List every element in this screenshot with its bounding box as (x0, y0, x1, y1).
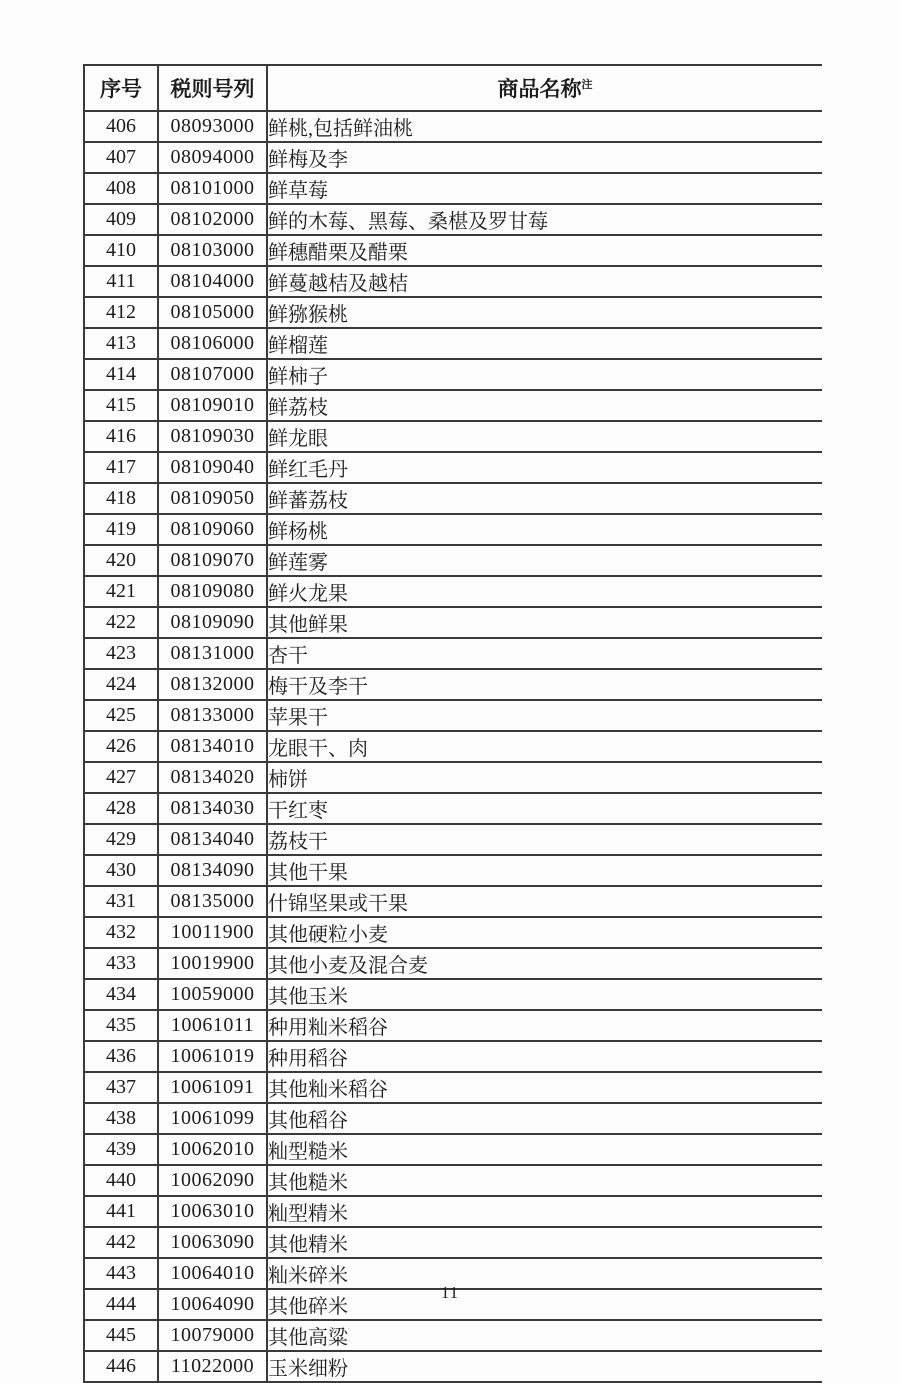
table-row (84, 1196, 822, 1227)
cell-serial: 429 (84, 824, 158, 855)
table-row (84, 669, 822, 700)
cell-product-name: 鲜杨桃 (267, 514, 822, 545)
cell-tariff-code: 10061099 (158, 1103, 267, 1134)
cell-product-name: 其他鲜果 (267, 607, 822, 638)
cell-product-name: 鲜穗醋栗及醋栗 (267, 235, 822, 266)
cell-tariff-code: 10061011 (158, 1010, 267, 1041)
cell-product-name: 鲜蔓越桔及越桔 (267, 266, 822, 297)
cell-tariff-code: 08093000 (158, 111, 267, 142)
table-row (84, 700, 822, 731)
table-row (84, 793, 822, 824)
table-row (84, 731, 822, 762)
cell-tariff-code: 08134010 (158, 731, 267, 762)
cell-product-name: 干红枣 (267, 793, 822, 824)
cell-serial: 428 (84, 793, 158, 824)
cell-tariff-code: 11022000 (158, 1351, 267, 1382)
cell-tariff-code: 08109080 (158, 576, 267, 607)
table-header-row (84, 65, 822, 111)
cell-product-name: 其他玉米 (267, 979, 822, 1010)
cell-tariff-code: 10063090 (158, 1227, 267, 1258)
cell-product-name: 鲜榴莲 (267, 328, 822, 359)
cell-product-name: 其他小麦及混合麦 (267, 948, 822, 979)
cell-tariff-code: 10059000 (158, 979, 267, 1010)
cell-tariff-code: 10011900 (158, 917, 267, 948)
table-row (84, 111, 822, 142)
cell-product-name: 种用稻谷 (267, 1041, 822, 1072)
cell-product-name: 鲜的木莓、黑莓、桑椹及罗甘莓 (267, 204, 822, 235)
table-row (84, 173, 822, 204)
cell-tariff-code: 08109010 (158, 390, 267, 421)
cell-serial: 437 (84, 1072, 158, 1103)
table-row (84, 235, 822, 266)
cell-tariff-code: 10079000 (158, 1320, 267, 1351)
cell-product-name: 鲜荔枝 (267, 390, 822, 421)
cell-tariff-code: 08102000 (158, 204, 267, 235)
cell-tariff-code: 08134030 (158, 793, 267, 824)
cell-tariff-code: 10064010 (158, 1258, 267, 1289)
table-row (84, 1320, 822, 1351)
cell-tariff-code: 08103000 (158, 235, 267, 266)
cell-product-name: 梅干及李干 (267, 669, 822, 700)
cell-tariff-code: 08107000 (158, 359, 267, 390)
table-row (84, 824, 822, 855)
cell-product-name: 鲜桃,包括鲜油桃 (267, 111, 822, 142)
page-number: 11 (440, 1283, 460, 1302)
cell-tariff-code: 08133000 (158, 700, 267, 731)
cell-product-name: 什锦坚果或干果 (267, 886, 822, 917)
cell-serial: 415 (84, 390, 158, 421)
cell-serial: 408 (84, 173, 158, 204)
table-row (84, 545, 822, 576)
table-row (84, 421, 822, 452)
cell-serial: 434 (84, 979, 158, 1010)
cell-product-name: 柿饼 (267, 762, 822, 793)
cell-product-name: 其他硬粒小麦 (267, 917, 822, 948)
cell-tariff-code: 08135000 (158, 886, 267, 917)
cell-serial: 425 (84, 700, 158, 731)
table-row (84, 390, 822, 421)
cell-serial: 439 (84, 1134, 158, 1165)
cell-product-name: 其他干果 (267, 855, 822, 886)
cell-product-name: 籼米碎米 (267, 1258, 822, 1289)
cell-serial: 431 (84, 886, 158, 917)
cell-product-name: 苹果干 (267, 700, 822, 731)
tariff-table (83, 64, 822, 1383)
cell-product-name: 鲜龙眼 (267, 421, 822, 452)
cell-tariff-code: 08134090 (158, 855, 267, 886)
cell-product-name: 其他高粱 (267, 1320, 822, 1351)
cell-product-name: 鲜红毛丹 (267, 452, 822, 483)
cell-serial: 442 (84, 1227, 158, 1258)
cell-serial: 411 (84, 266, 158, 297)
table-row (84, 1351, 822, 1382)
cell-serial: 417 (84, 452, 158, 483)
cell-tariff-code: 08134020 (158, 762, 267, 793)
table-row (84, 297, 822, 328)
cell-serial: 446 (84, 1351, 158, 1382)
table-row (84, 917, 822, 948)
cell-serial: 406 (84, 111, 158, 142)
product-name-header-label: 商品名称 (497, 77, 582, 101)
table-row (84, 142, 822, 173)
cell-product-name: 鲜柿子 (267, 359, 822, 390)
table-row (84, 1103, 822, 1134)
cell-serial: 424 (84, 669, 158, 700)
cell-tariff-code: 08105000 (158, 297, 267, 328)
cell-product-name: 鲜莲雾 (267, 545, 822, 576)
table-row (84, 948, 822, 979)
table-row (84, 1227, 822, 1258)
cell-product-name: 鲜猕猴桃 (267, 297, 822, 328)
cell-serial: 444 (84, 1289, 158, 1320)
cell-tariff-code: 08109060 (158, 514, 267, 545)
cell-tariff-code: 08106000 (158, 328, 267, 359)
cell-serial: 441 (84, 1196, 158, 1227)
cell-serial: 436 (84, 1041, 158, 1072)
cell-tariff-code: 08109050 (158, 483, 267, 514)
cell-product-name: 杏干 (267, 638, 822, 669)
cell-tariff-code: 08109070 (158, 545, 267, 576)
cell-product-name: 籼型精米 (267, 1196, 822, 1227)
cell-tariff-code: 10064090 (158, 1289, 267, 1320)
cell-tariff-code: 08131000 (158, 638, 267, 669)
cell-serial: 418 (84, 483, 158, 514)
table-row (84, 1010, 822, 1041)
cell-serial: 438 (84, 1103, 158, 1134)
cell-product-name: 其他碎米 (267, 1289, 822, 1320)
table-row (84, 514, 822, 545)
table-row (84, 452, 822, 483)
cell-serial: 416 (84, 421, 158, 452)
cell-tariff-code: 08104000 (158, 266, 267, 297)
table-row (84, 576, 822, 607)
table-row (84, 266, 822, 297)
table-row (84, 204, 822, 235)
cell-product-name: 鲜梅及李 (267, 142, 822, 173)
cell-tariff-code: 10061091 (158, 1072, 267, 1103)
cell-serial: 427 (84, 762, 158, 793)
table-row (84, 359, 822, 390)
cell-product-name: 其他稻谷 (267, 1103, 822, 1134)
cell-tariff-code: 10062010 (158, 1134, 267, 1165)
col-header-tariff-code: 税则号列 (158, 65, 267, 111)
cell-serial: 445 (84, 1320, 158, 1351)
note-superscript: 注 (581, 79, 593, 91)
cell-tariff-code: 08109040 (158, 452, 267, 483)
cell-product-name: 荔枝干 (267, 824, 822, 855)
cell-product-name: 龙眼干、肉 (267, 731, 822, 762)
cell-serial: 440 (84, 1165, 158, 1196)
table-row (84, 1165, 822, 1196)
cell-serial: 414 (84, 359, 158, 390)
table-row (84, 1134, 822, 1165)
cell-serial: 423 (84, 638, 158, 669)
table-row (84, 607, 822, 638)
cell-serial: 419 (84, 514, 158, 545)
cell-serial: 420 (84, 545, 158, 576)
cell-product-name: 鲜火龙果 (267, 576, 822, 607)
cell-product-name: 其他精米 (267, 1227, 822, 1258)
cell-serial: 430 (84, 855, 158, 886)
cell-tariff-code: 08134040 (158, 824, 267, 855)
cell-serial: 432 (84, 917, 158, 948)
table-row (84, 979, 822, 1010)
cell-serial: 413 (84, 328, 158, 359)
cell-serial: 407 (84, 142, 158, 173)
col-header-product-name (267, 65, 822, 111)
cell-product-name: 鲜蕃荔枝 (267, 483, 822, 514)
table-body (84, 111, 822, 1382)
cell-tariff-code: 08132000 (158, 669, 267, 700)
table-row (84, 762, 822, 793)
cell-serial: 426 (84, 731, 158, 762)
cell-tariff-code: 10061019 (158, 1041, 267, 1072)
table-row (84, 886, 822, 917)
cell-product-name: 其他籼米稻谷 (267, 1072, 822, 1103)
cell-tariff-code: 08094000 (158, 142, 267, 173)
cell-tariff-code: 08101000 (158, 173, 267, 204)
cell-tariff-code: 10062090 (158, 1165, 267, 1196)
cell-product-name: 鲜草莓 (267, 173, 822, 204)
cell-product-name: 种用籼米稻谷 (267, 1010, 822, 1041)
cell-tariff-code: 08109090 (158, 607, 267, 638)
table-row (84, 638, 822, 669)
cell-serial: 410 (84, 235, 158, 266)
cell-serial: 443 (84, 1258, 158, 1289)
table-row (84, 483, 822, 514)
table-row (84, 328, 822, 359)
cell-tariff-code: 08109030 (158, 421, 267, 452)
cell-serial: 412 (84, 297, 158, 328)
cell-serial: 435 (84, 1010, 158, 1041)
table-row (84, 1072, 822, 1103)
table-row (84, 855, 822, 886)
col-header-serial: 序号 (84, 65, 158, 111)
cell-product-name: 其他糙米 (267, 1165, 822, 1196)
cell-tariff-code: 10019900 (158, 948, 267, 979)
cell-serial: 422 (84, 607, 158, 638)
cell-serial: 433 (84, 948, 158, 979)
cell-product-name: 玉米细粉 (267, 1351, 822, 1382)
cell-serial: 421 (84, 576, 158, 607)
table-row (84, 1041, 822, 1072)
cell-product-name: 籼型糙米 (267, 1134, 822, 1165)
cell-serial: 409 (84, 204, 158, 235)
cell-tariff-code: 10063010 (158, 1196, 267, 1227)
